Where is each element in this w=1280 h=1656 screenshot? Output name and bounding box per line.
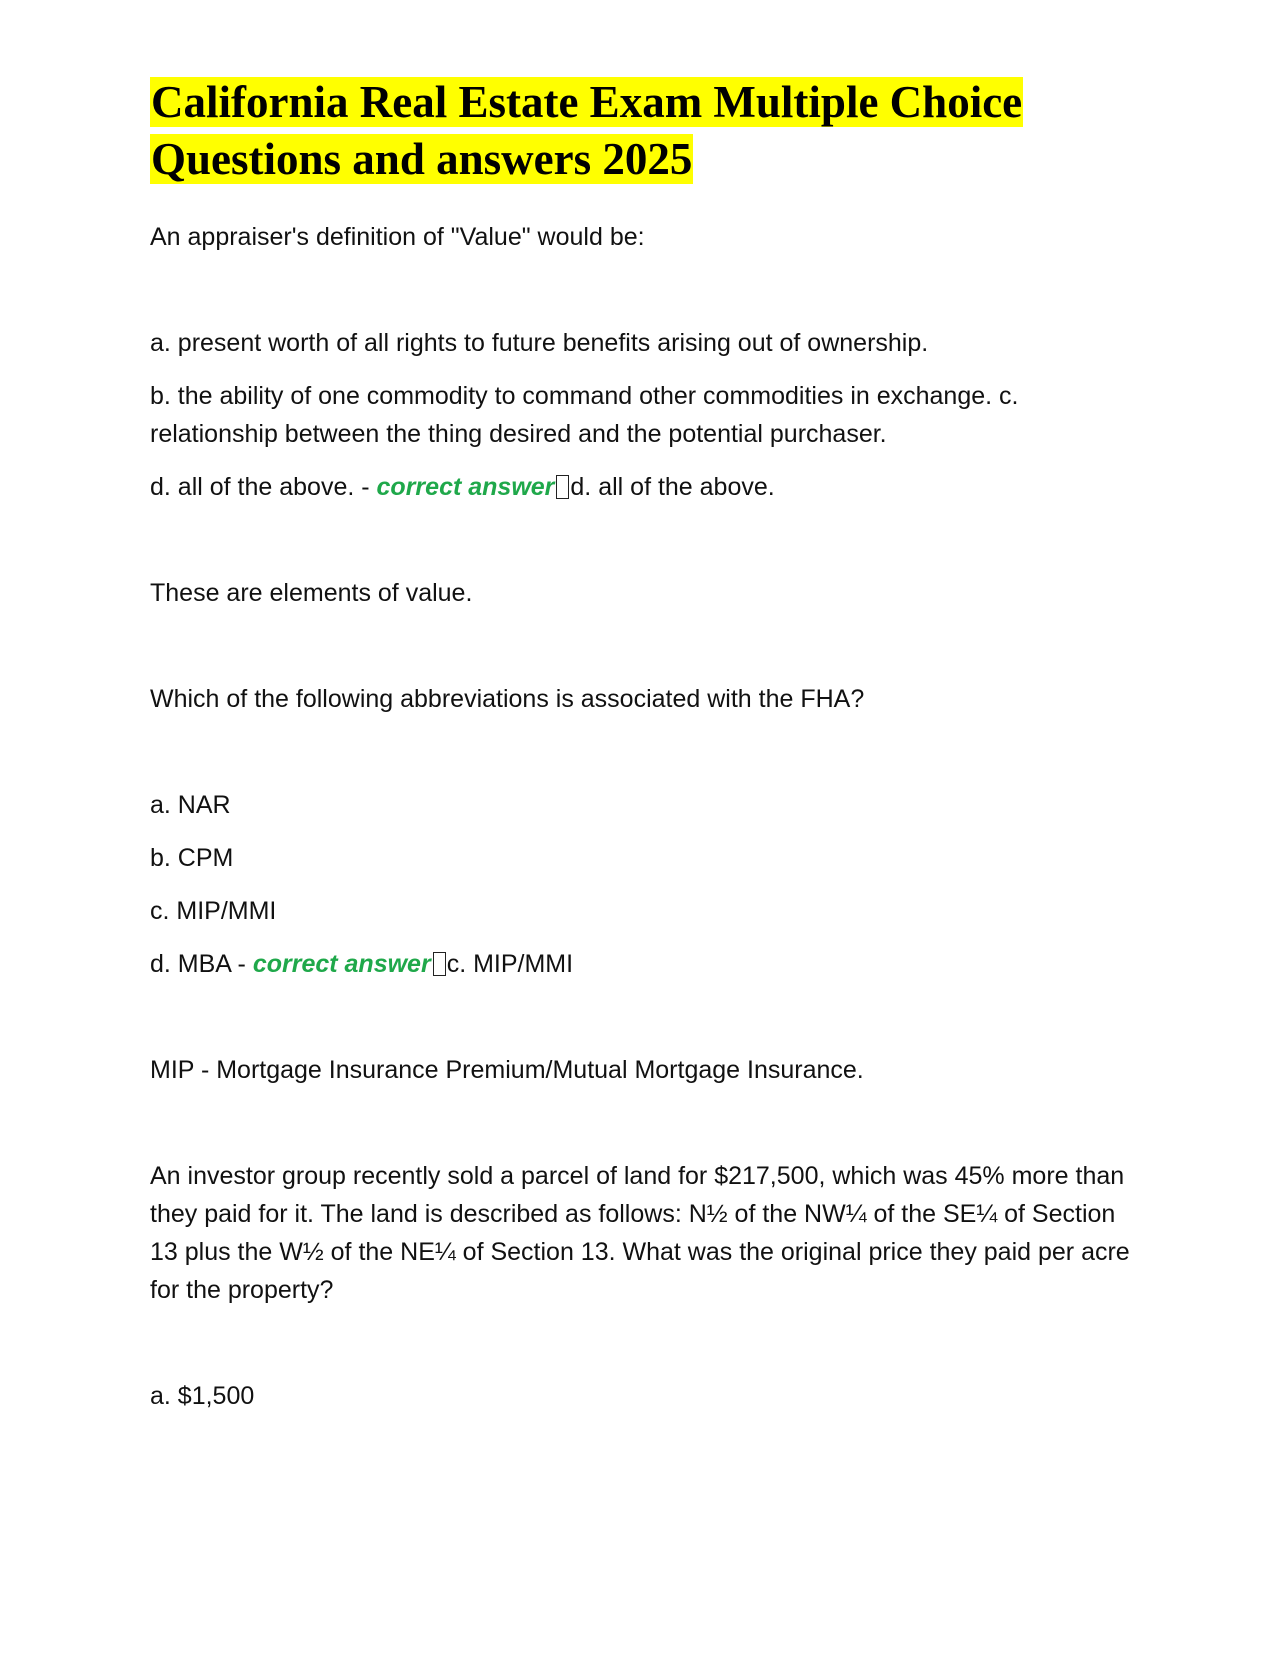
correct-answer-text: c. MIP/MMI — [446, 950, 574, 978]
answer-option: b. CPM — [150, 844, 234, 872]
answer-explanation: These are elements of value. — [150, 579, 473, 607]
answer-option-with-correct-answer — [150, 468, 1130, 506]
correct-answer-label: correct answer — [376, 473, 555, 501]
missing-glyph-box-icon — [556, 475, 569, 499]
answer-option: c. MIP/MMI — [150, 897, 277, 925]
title-highlight: California Real Estate Exam Multiple Choice Questions and answers 2025 — [151, 77, 1023, 184]
question-prompt: Which of the following abbreviations is associated with the FHA? — [150, 685, 865, 713]
document-page — [150, 74, 1130, 1415]
answer-option-text: d. all of the above. - — [150, 473, 377, 501]
answer-option: a. $1,500 — [150, 1382, 255, 1410]
answer-option: b. the ability of one commodity to command other commodities in exchange. c. relationship between the thing desired and the potential purchaser. — [150, 382, 1019, 448]
answer-option: a. NAR — [150, 791, 231, 819]
question-prompt: An appraiser's definition of "Value" would be: — [150, 223, 645, 251]
document-title — [150, 74, 1130, 188]
answer-option: a. present worth of all rights to future benefits arising out of ownership. — [150, 329, 929, 357]
correct-answer-text: d. all of the above. — [570, 473, 775, 501]
answer-option-with-correct-answer — [150, 945, 1130, 983]
answer-option-text: d. MBA - — [150, 950, 253, 978]
question-prompt: An investor group recently sold a parcel of land for $217,500, which was 45% more than they paid for it. The land is described as follows: N½ of the NW¼ of the SE¼ of Section 13 plus the W½ of the NE¼ of Section 13. What was the original price they paid per acre for the property? — [150, 1162, 1130, 1304]
answer-explanation: MIP - Mortgage Insurance Premium/Mutual Mortgage Insurance. — [150, 1056, 864, 1084]
correct-answer-label: correct answer — [252, 950, 431, 978]
missing-glyph-box-icon — [433, 952, 446, 976]
